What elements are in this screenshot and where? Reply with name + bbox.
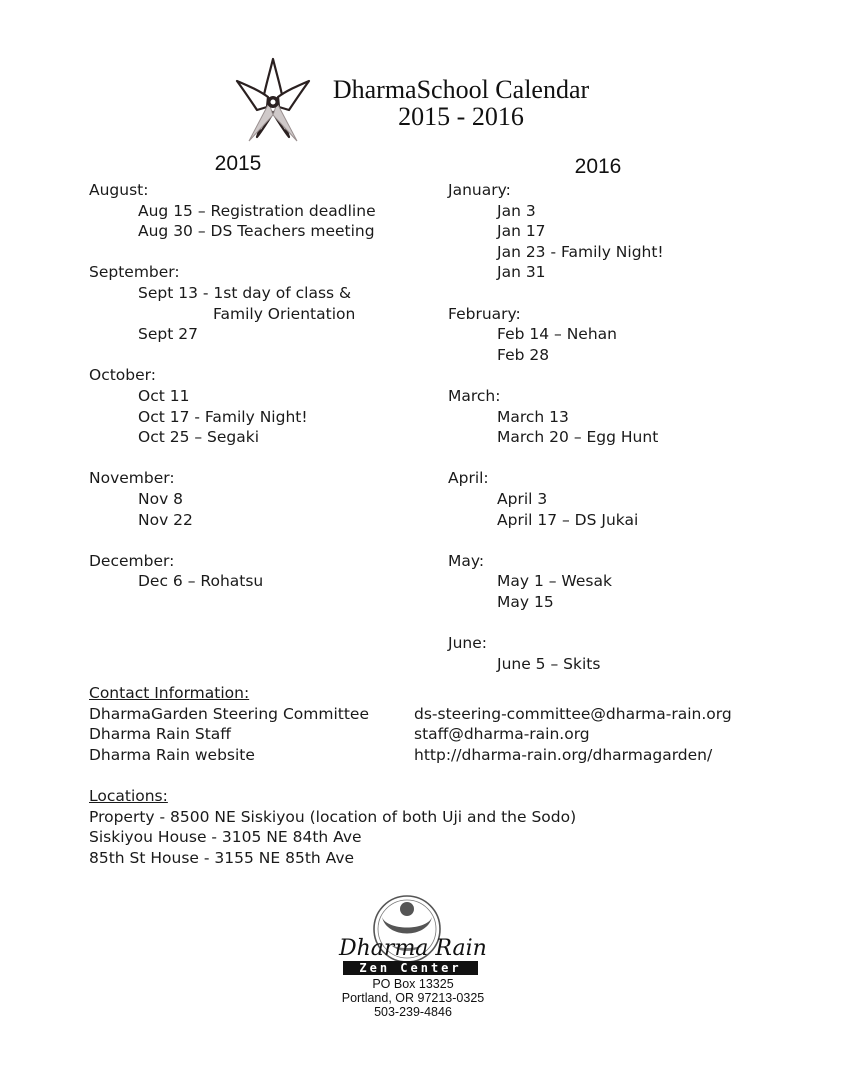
page-title: DharmaSchool Calendar [332, 75, 590, 104]
location-item: 85th St House - 3155 NE 85th Ave [89, 848, 355, 867]
contact-label: Dharma Rain website [89, 745, 255, 764]
month-february: February: [448, 304, 521, 323]
year-heading-2016: 2016 [574, 155, 622, 178]
year-heading-2015: 2015 [214, 152, 262, 175]
locations-heading: Locations: [89, 787, 168, 805]
event: Feb 28 [497, 345, 550, 364]
event: Jan 17 [497, 222, 546, 241]
logo-script-text: Dharma Rain [339, 936, 487, 961]
event: Oct 11 [138, 386, 190, 405]
location-item: Property - 8500 NE Siskiyou (location of both Uji and the Sodo) [89, 807, 577, 826]
event: May 1 – Wesak [497, 572, 612, 591]
event: April 3 [497, 489, 548, 508]
steering-committee-email-link[interactable]: ds-steering-committee@dharma-rain.org [414, 704, 732, 723]
locations-section [89, 786, 576, 868]
event: Aug 30 – DS Teachers meeting [138, 222, 375, 241]
dharma-rain-logo [335, 893, 493, 977]
event: Aug 15 – Registration deadline [138, 201, 376, 220]
month-december: December: [89, 551, 175, 570]
month-may: May: [448, 551, 485, 570]
po-box: PO Box 13325 [372, 977, 454, 991]
trillium-logo [233, 55, 313, 147]
contact-heading: Contact Information: [89, 684, 250, 702]
phone-number: 503-239-4846 [374, 1005, 452, 1019]
month-september: September: [89, 263, 180, 282]
event-continuation: Family Orientation [213, 304, 356, 323]
event: Oct 17 - Family Night! [138, 407, 308, 426]
event: March 20 – Egg Hunt [497, 428, 659, 447]
contact-label: DharmaGarden Steering Committee [89, 704, 369, 723]
month-october: October: [89, 366, 156, 385]
event: Jan 23 - Family Night! [497, 242, 664, 261]
event: Sept 13 - 1st day of class & [138, 283, 352, 302]
month-august: August: [89, 181, 149, 199]
event: March 13 [497, 407, 569, 426]
event: Feb 14 – Nehan [497, 325, 617, 344]
month-january: January: [448, 181, 511, 199]
event: Nov 22 [138, 510, 193, 529]
event: May 15 [497, 592, 554, 611]
contact-section [89, 683, 369, 765]
event: Nov 8 [138, 489, 184, 508]
month-march: March: [448, 386, 501, 405]
location-item: Siskiyou House - 3105 NE 84th Ave [89, 828, 362, 847]
event: Sept 27 [138, 325, 198, 344]
event: April 17 – DS Jukai [497, 510, 639, 529]
city-state-zip: Portland, OR 97213-0325 [341, 991, 485, 1005]
month-november: November: [89, 469, 175, 488]
contact-values [414, 704, 732, 766]
mailing-address [300, 977, 526, 1019]
staff-email-link[interactable]: staff@dharma-rain.org [414, 725, 590, 744]
event: June 5 – Skits [497, 654, 601, 673]
event: Dec 6 – Rohatsu [138, 572, 264, 591]
page-subtitle-years: 2015 - 2016 [398, 102, 524, 131]
calendar-2015 [89, 180, 376, 592]
calendar-2016 [448, 180, 664, 674]
event: Oct 25 – Segaki [138, 428, 260, 447]
website-link[interactable]: http://dharma-rain.org/dharmagarden/ [414, 745, 713, 764]
logo-band-text: Zen Center [359, 961, 462, 975]
event: Jan 31 [497, 263, 546, 282]
month-april: April: [448, 469, 489, 488]
event: Jan 3 [497, 201, 536, 220]
contact-label: Dharma Rain Staff [89, 725, 231, 744]
month-june: June: [448, 634, 487, 653]
